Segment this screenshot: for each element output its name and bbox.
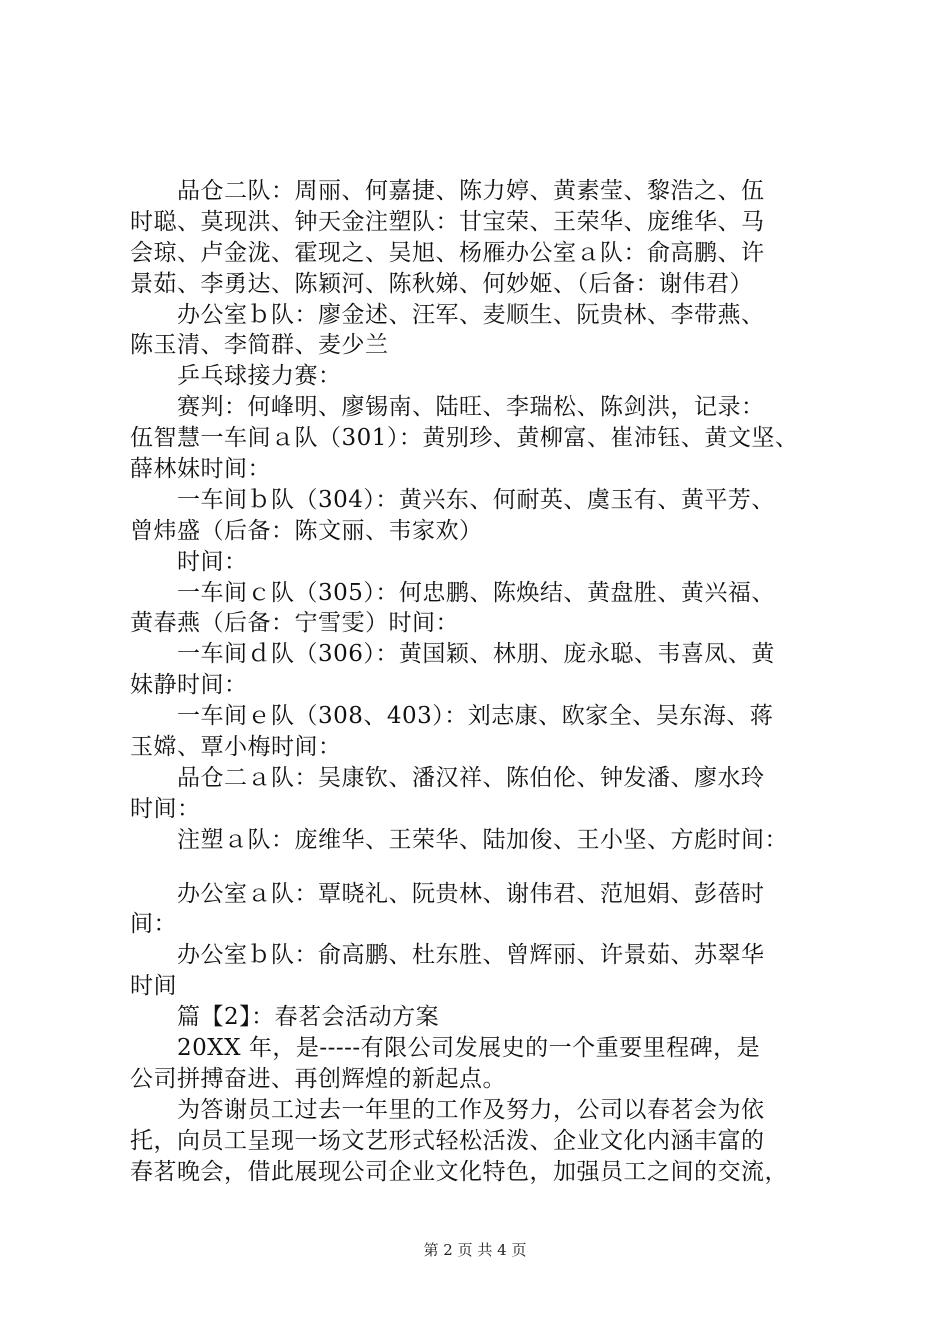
- text-line: 黄春燕（后备：宁雪雯）时间：: [130, 610, 459, 637]
- text-line: 景茹、李勇达、陈颖河、陈秋娣、何妙姬、（后备：谢伟君）: [130, 270, 753, 297]
- text-line: 注塑ａ队：庞维华、王荣华、陆加俊、王小坚、方彪时间：: [130, 826, 788, 853]
- text-line: 办公室ｂ队：俞高鹏、杜东胜、曾辉丽、许景茹、苏翠华: [130, 942, 765, 969]
- text-line: 春茗晚会，借此展现公司企业文化特色，加强员工之间的交流，: [130, 1158, 788, 1185]
- text-line: 为答谢员工过去一年里的工作及努力，公司以春茗会为依: [130, 1096, 765, 1123]
- text-line: 一车间ｃ队（305）：何忠鹏、陈焕结、黄盘胜、黄兴福、: [130, 579, 775, 606]
- document-body: [130, 176, 842, 1188]
- text-line: 薛林妹时间：: [130, 456, 271, 483]
- text-line: 品仓二ａ队：吴康钦、潘汉祥、陈伯伦、钟发潘、廖水玲: [130, 764, 765, 791]
- text-line: 会琼、卢金泷、霍现之、吴旭、杨雁办公室ａ队：俞高鹏、许: [130, 239, 765, 266]
- page-number-footer: 第 2 页 共 4 页: [423, 1241, 527, 1259]
- text-line: 时聪、莫现洪、钟天金注塑队：甘宝荣、王荣华、庞维华、马: [130, 208, 765, 235]
- text-line: 办公室ｂ队：廖金述、汪军、麦顺生、阮贵林、李带燕、: [130, 301, 765, 328]
- text-line: 赛判：何峰明、廖锡南、陆旺、李瑞松、陈剑洪，记录：: [130, 394, 765, 421]
- text-line: 伍智慧一车间ａ队（301）：黄别珍、黄柳富、崔沛钰、黄文坚、: [130, 425, 799, 452]
- text-line: 品仓二队：周丽、何嘉捷、陈力婷、黄素莹、黎浩之、伍: [130, 178, 765, 204]
- text-line: 20XX 年，是-----有限公司发展史的一个重要里程碑，是: [130, 1035, 761, 1062]
- section-heading: 乒乓球接力赛：: [130, 363, 342, 390]
- text-line: 曾炜盛（后备：陈文丽、韦家欢）: [130, 517, 483, 544]
- section-heading: 篇【2】：春茗会活动方案: [130, 1004, 440, 1031]
- text-line: 一车间ｂ队（304）：黄兴东、何耐英、虞玉有、黄平芳、: [130, 486, 775, 513]
- text-line: 时间: [130, 973, 177, 1000]
- text-line: 托，向员工呈现一场文艺形式轻松活泼、企业文化内涵丰富的: [130, 1127, 765, 1154]
- text-line: 一车间ｄ队（306）：黄国颖、林朋、庞永聪、韦喜凤、黄: [130, 641, 775, 668]
- text-line: 陈玉清、李简群、麦少兰: [130, 332, 389, 359]
- text-line: 时间：: [130, 548, 248, 575]
- text-line: 时间：: [130, 795, 201, 822]
- text-line: 办公室ａ队：覃晓礼、阮贵林、谢伟君、范旭娟、彭蓓时: [130, 880, 765, 907]
- text-line: 一车间ｅ队（308、403）：刘志康、欧家全、吴东海、蒋: [130, 703, 774, 730]
- text-line: 公司拼搏奋进、再创辉煌的新起点。: [130, 1065, 506, 1092]
- text-line: 间：: [130, 911, 177, 938]
- text-line: 妹静时间：: [130, 672, 248, 699]
- text-line: 玉嫦、覃小梅时间：: [130, 734, 342, 761]
